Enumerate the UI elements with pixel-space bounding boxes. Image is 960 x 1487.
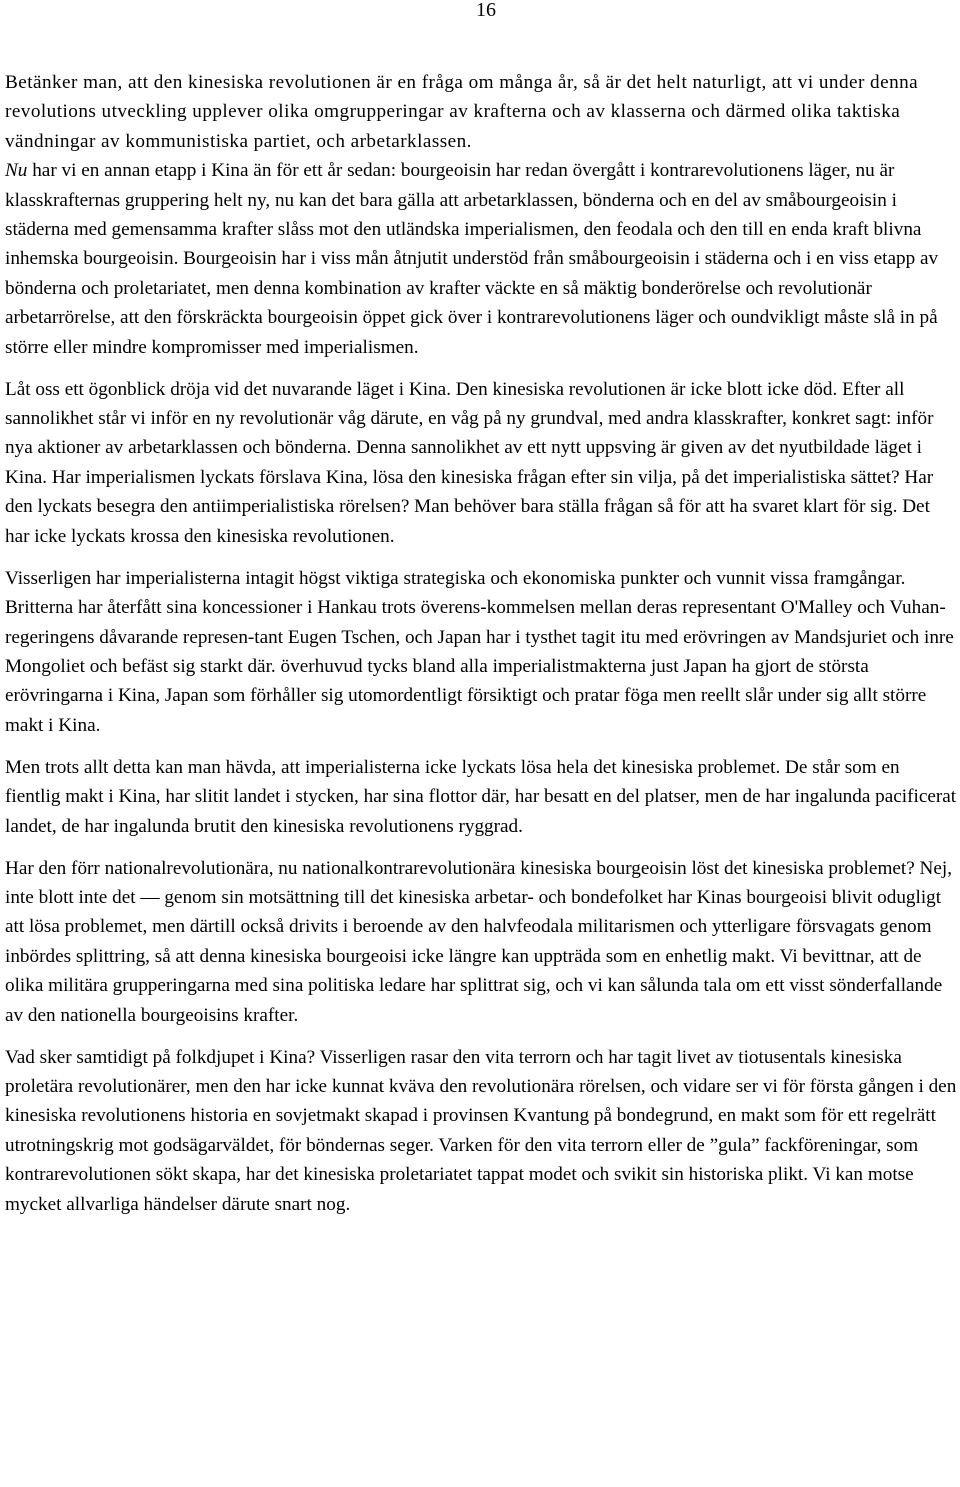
paragraph-2 bbox=[5, 156, 957, 362]
paragraph-3 bbox=[5, 375, 957, 551]
paragraph-5-text: Men trots allt detta kan man hävda, att imperialisterna icke lyckats lösa hela det kinesiska problemet. De står som en fientlig makt i Kina, har slitit landet i stycken, har sina flottor där, har besatt en del platser, men de har ingalunda pacificerat landet, de har ingalunda brutit den kinesiska revolutionens ryggrad. bbox=[5, 756, 957, 837]
paragraph-4 bbox=[5, 564, 957, 740]
document-body bbox=[5, 68, 957, 1232]
paragraph-3-text: Låt oss ett ögonblick dröja vid det nuvarande läget i Kina. Den kinesiska revolutionen är icke blott icke död. Efter all sannolikhet står vi inför en ny revolutionär våg därute, en våg på ny grundval, med andra klasskrafter, konkret sagt: inför nya aktioner av arbetarklassen och bönderna. Denna sannolikhet av ett nytt uppsving är given av det nyutbildade läget i Kina. Har imperialismen lyckats förslava Kina, lösa den kinesiska frågan efter sin vilja, på det imperialistiska sättet? Har den lyckats besegra den antiimperialistiska rörelsen? Man behöver bara ställa frågan så för att ha svaret klart för sig. Det har icke lyckats krossa den kinesiska revolutionen. bbox=[5, 378, 934, 547]
paragraph-6 bbox=[5, 854, 957, 1030]
paragraph-5 bbox=[5, 753, 957, 841]
paragraph-1 bbox=[5, 68, 957, 156]
paragraph-2-italic-lead: Nu bbox=[5, 160, 28, 182]
paragraph-1-text: Betänker man, att den kinesiska revolutionen är en fråga om många år, så är det helt naturligt, att vi under denna revolutions utveckling upplever olika omgrupperingar av krafterna och av klasserna och därmed olika taktiska vändningar av kommunistiska partiet, och arbetarklassen. bbox=[5, 72, 919, 152]
paragraph-4-text: Visserligen har imperialisterna intagit högst viktiga strategiska och ekonomiska punkter och vunnit vissa framgångar. Britterna har återfått sina koncessioner i Hankau trots överens-kommelsen mellan deras representant O'Malley och Vuhan-regeringens dåvarande represen-tant Eugen Tschen, och Japan har i tysthet tagit itu med erövringen av Mandsjuriet och inre Mongoliet och befäst sig starkt där. överhuvud tycks bland alla imperialistmakterna just Japan ha gjort de största erövringarna i Kina, Japan som förhåller sig utomordentligt försiktigt och pratar föga men reellt slår under sig allt större makt i Kina. bbox=[5, 567, 954, 736]
paragraph-6-text: Har den förr nationalrevolutionära, nu nationalkontrarevolutionära kinesiska bourgeoisin löst det kinesiska problemet? Nej, inte blott inte det — genom sin motsättning till det kinesiska arbetar- och bondefolket har Kinas bourgeoisi blivit odugligt att lösa problemet, men därtill också drivits i beroende av den halvfeodala militarismen och ytterligare försvagats genom inbördes splittring, så att denna kinesiska bourgeoisi icke längre kan uppträda som en enhetlig makt. Vi bevittnar, att de olika militära grupperingarna med sina politiska ledare har splittrat sig, och vi kan sålunda tala om ett visst sönderfallande av den nationella bourgeoisins krafter. bbox=[5, 857, 953, 1026]
paragraph-7 bbox=[5, 1043, 957, 1219]
paragraph-7-text: Vad sker samtidigt på folkdjupet i Kina? Visserligen rasar den vita terrorn och har tagit livet av tiotusentals kinesiska proletära revolutionärer, men den har icke kunnat kväva den revolutionära rörelsen, och vidare ser vi för första gången i den kinesiska revolutionens historia en sovjetmakt skapad i provinsen Kvantung på bondegrund, en makt som för ett regelrätt utrotningskrig mot godsägarväldet, för böndernas seger. Varken för den vita terrorn eller de ”gula” fackföreningar, som kontrarevolutionen sökt skapa, har det kinesiska proletariatet tappat modet och svikit sin historiska plikt. Vi kan motse mycket allvarliga händelser därute snart nog. bbox=[5, 1046, 957, 1215]
paragraph-2-text: har vi en annan etapp i Kina än för ett år sedan: bourgeoisin har redan övergått i kontrarevolutionens läger, nu är klasskrafternas gruppering helt ny, nu kan det bara gälla att arbetarklassen, bönderna och en del av småbourgeoisin i städerna med gemensamma krafter slåss mot den utländska imperialismen, den feodala och den till en enda kraft blivna inhemska bourgeoisin. Bourgeoisin har i viss mån åtnjutit understöd från småbourgeoisin i städerna och i en viss etapp av bönderna och proletariatet, men denna kombination av krafter väckte en så mäktig bonderörelse och revolutionär arbetarrörelse, att den förskräckta bourgeoisin öppet gick över i kontrarevolutionens läger och oundvikligt måste slå in på större eller mindre kompromisser med imperialismen. bbox=[5, 160, 939, 358]
page-number: 16 bbox=[476, 0, 496, 21]
